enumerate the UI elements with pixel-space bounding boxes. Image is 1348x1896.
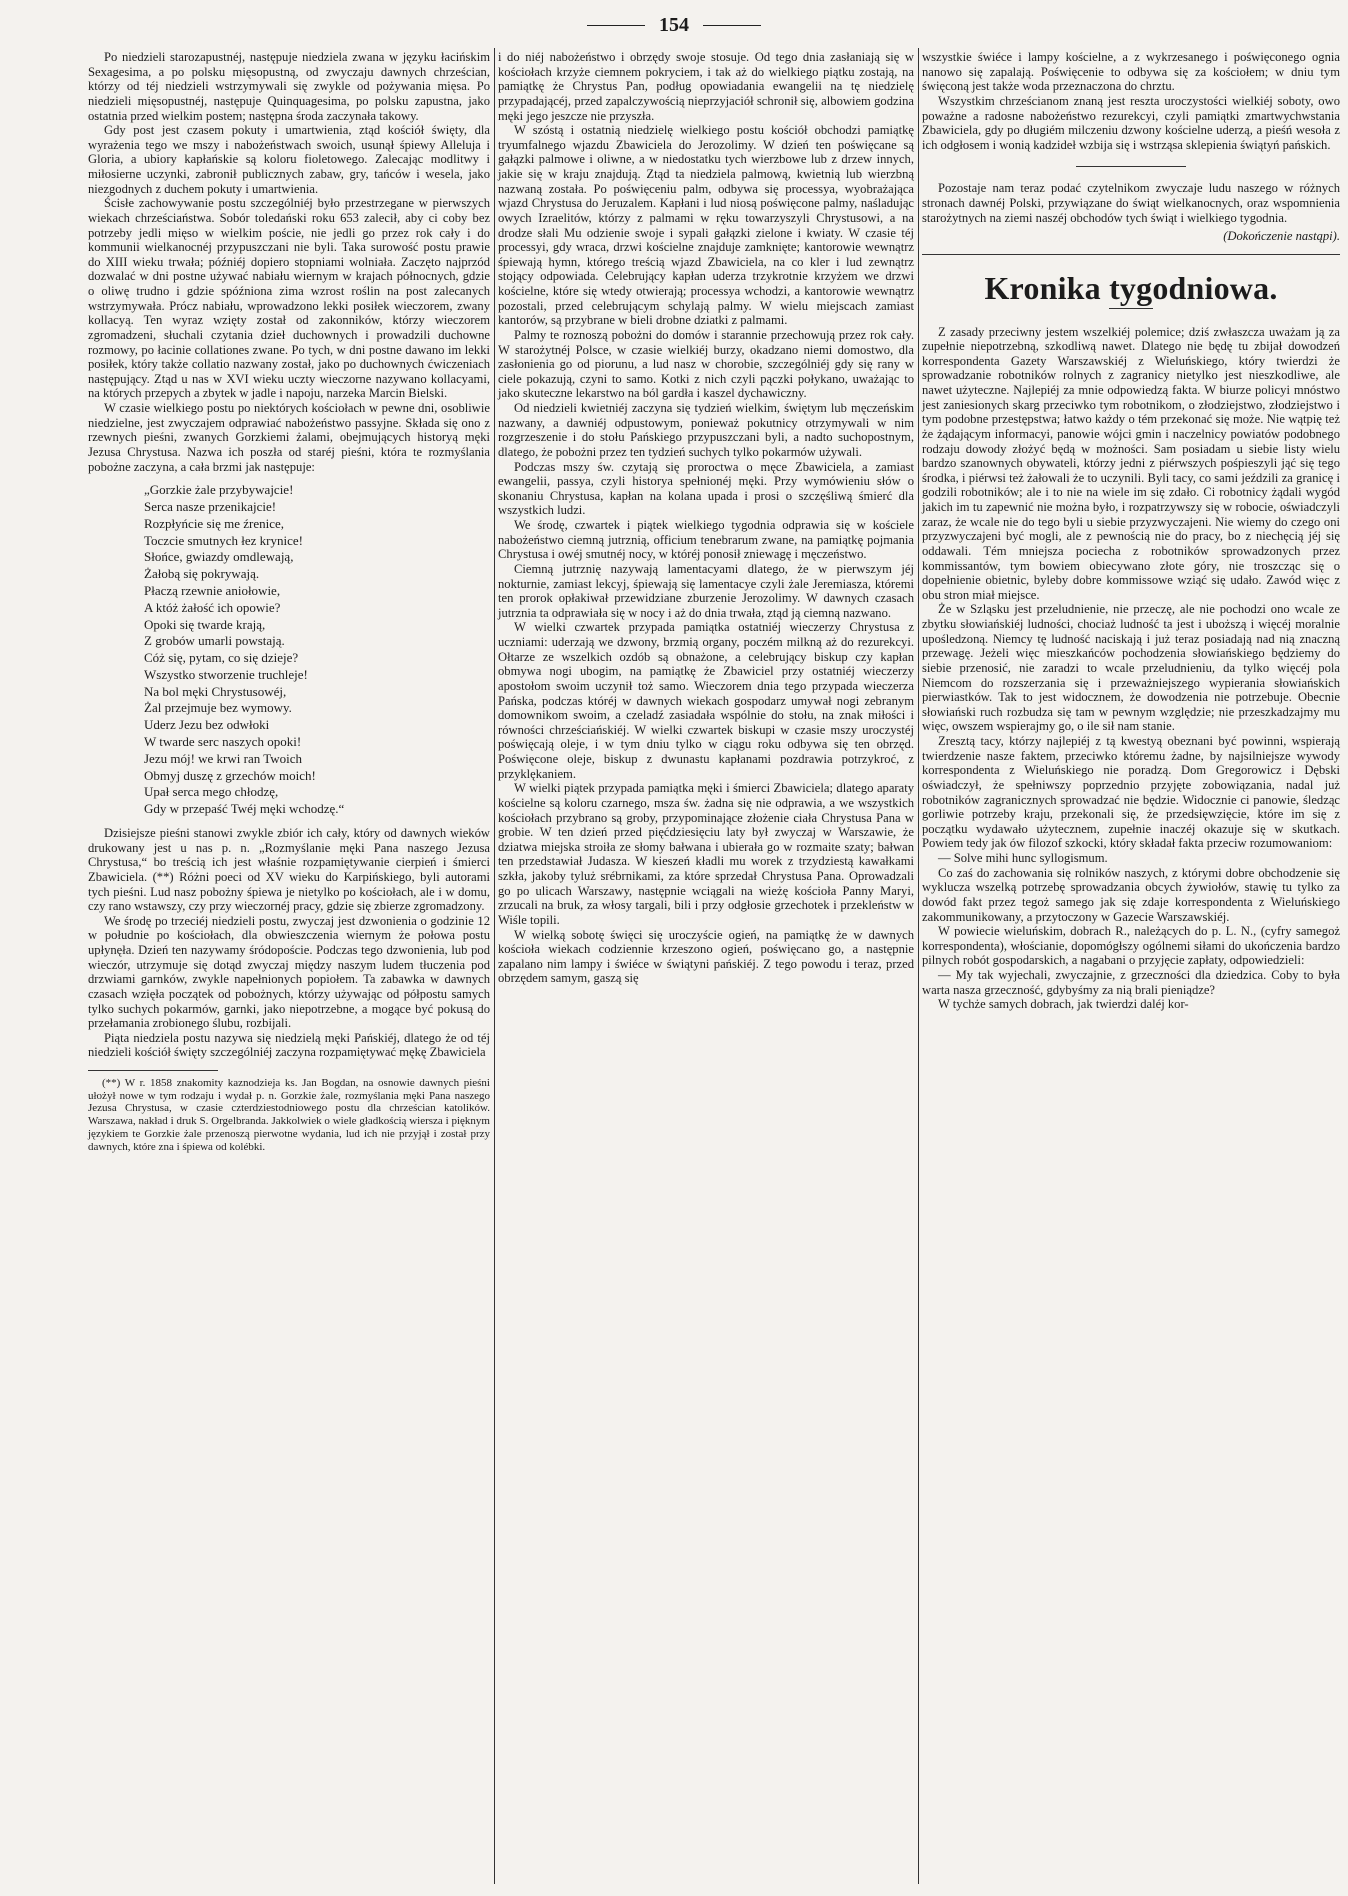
paragraph: W czasie wielkiego postu po niektórych kościołach w pewne dni, osobliwie niedzielne, jest zwyczajem odprawiać nabożeństwo passyjne. Składa się ono z rzewnych pieśni, zwanych Gorzkiemi żalami, obejmujących historyą męki Jezusa Chrystusa. Nazwa ich poszła od staréj pieśni, która te rozmyślania pobożne zaczyna, a cała brzmi jak następuje: (88, 401, 490, 474)
footnote (88, 1077, 490, 1153)
footnote-rule (88, 1070, 218, 1071)
paragraph: Że w Szląsku jest przeludnienie, nie przeczę, ale nie pochodzi ono wcale ze zbytku słowiańskiéj ludności, chociaż ludność ta jest i uboższą i więcéj moralnie upośledzoną. Niemcy tę ludność naciskają i już teraz posiadają nad nią znaczną przewagę. Jeżeli więc mieszkańców pochodzenia słowiańskiego będziemy do siebie przenosić, nie zaradzi to wcale przeludnieniu, da tylko więcéj pola Niemcom do rozszerzania się i przeważniejszego wypierania słowiańskich pierwiastków. Tak to jest widocznem, że dowodzenia nie potrzebuje. Obecnie słowiański ruch rozbudza się tam w pewnym względzie; nie przeszkadzajmy mu więc, owszem wspierajmy go, o ile sił nam stanie. (922, 602, 1340, 734)
poem-line: Żal przejmuje bez wymowy. (144, 700, 292, 716)
poem-line: Rozpłyńcie się me źrenice, (144, 515, 285, 531)
paragraph: W powiecie wieluńskim, dobrach R., należących do p. L. N., (cyfry samegoż korrespondenta), włościanie, dopomógłszy ogólnemi siłami do ukończenia bardzo pilnych robót gospodarskich, a nagabani o przyjęcie zapłaty, odpowiedzieli: (922, 924, 1340, 968)
paragraph: Ścisłe zachowywanie postu szczególniéj było przestrzegane w pierwszych wiekach chrześciaństwa. Sobór toledański roku 653 zalecił, aby ci coby bez potrzeby jedli mięso w wielkim poście, nie jedli go przez rok cały i do kommunii wielkanocnéj przypuszczani nie byli. Taka surowość postu prawie do XIII wieku trwała; późniéj dopiero stopniami wolniała. Zaczęto najprzód dozwalać w dni postne używać nabiału wiernym w krajach północnych, gdzie o oliwę trudno i gdzie spóźniona zima wzrost roślin na post zalecanych wstrzymywała. Prócz nabiału, wprowadzono lekki posiłek wieczorem, zwany kollacyą. Ten wyraz wzięty został od zakonników, którzy wieczorem zgromadzeni, słuchali czytania dzieł duchownych i prowadzili duchowne rozmowy, po łacinie collationes zwane. Po tych, w dni postne dawano im lekki posiłek, który także collatio nazwany został, jako po duchownych ćwiczeniach następujący. Ztąd u nas w XVI wieku uczty wieczorne nazywano kollacyami, na których przepych a zbytek w jadle i napoju, narzeka Marcin Bielski. (88, 196, 490, 401)
paragraph: Dzisiejsze pieśni stanowi zwykle zbiór ich cały, który od dawnych wieków drukowany jest u nas p. n. „Rozmyślanie męki Pana naszego Jezusa Chrystusa,“ bo treścią ich jest właśnie rozpamiętywanie cierpień i śmierci Zbawiciela. (**) Różni poeci od XV wieku do Karpińskiego, byli autorami tych pieśni. Lud nasz pobożny śpiewa je nietylko po kościołach, ale i w domu, czy rano wstawszy, czy przy wieczornéj pracy, gdzie się zbierze zgromadzony. (88, 826, 490, 914)
paragraph: wszystkie świéce i lampy kościelne, a z wykrzesanego i poświęconego ognia nanowo się zapalają. Poświęcenie to odbywa się za kościołem; w dniu tym święconą jest także woda przeznaczona do chrztu. (922, 50, 1340, 94)
footnote-text: (**) W r. 1858 znakomity kaznodzieja ks. Jan Bogdan, na osnowie dawnych pieśni ułożył nowe w tym rodzaju i wydał p. n. Gorzkie żale, rozmyślania męki Pana naszego Jezusa Chrystusa, w czasie czterdziestodniowego postu dla chrześcian katolików. Warszawa, nakład i druk S. Orgelbranda. Jakkolwiek o wiele gładkością wiersza i pięknym językiem te Gorzkie żale przenoszą pierwotne wydania, lud ich nie przyjął i został przy dawnych, które zna i śpiewa od kolébki. (88, 1077, 490, 1153)
paragraph: We środę, czwartek i piątek wielkiego tygodnia odprawia się w kościele nabożeństwo ciemną jutrznią, officium tenebrarum zwane, na pamiątkę pojmania Chrystusa i owéj smutnéj nocy, w któréj ponosił zniewagę i męczeństwo. (498, 518, 914, 562)
section-rule (922, 254, 1340, 255)
poem-line: Opoki się twarde krają, (144, 616, 266, 632)
paragraph: Wszystkim chrześcianom znaną jest reszta uroczystości wielkiéj soboty, owo poważne a radosne nabożeństwo rezurekcyi, czyli pamiątki zmartwychwstania Zbawiciela, gdy po długiém milczeniu dzwony kościelne uderzą, a pieśń wesoła z ich odgłosem i wonią kadzideł wzbija się i wstrząsa sklepienia świątyń pańskich. (922, 93, 1340, 152)
poem-line: Cóż się, pytam, co się dzieje? (144, 650, 299, 666)
paragraph: i do niéj nabożeństwo i obrzędy swoje stosuje. Od tego dnia zasłaniają się w kościołach krzyże ciemnem pokryciem, i tak aż do wielkiego piątku zostają, na pamiątkę że Chrystus Pan, podług opowiadania ewangelii na tę niedzielę przypadającéj, przed zapalczywością nieprzyjaciół schronił się, albowiem godzina męki jego jeszcze nie przyszła. (498, 50, 914, 123)
paragraph: Ciemną jutrznię nazywają lamentacyami dlatego, że w pierwszym jéj nokturnie, zamiast lekcyj, śpiewają się lamentacye czyli żale Jeremiasza, któremi ten prorok opłakiwał przewidziane zburzenie Jerozolimy. W dawnych czasach jutrznia ta odprawiała się w nocy i aż do dnia trwała, ztąd ją ciemną nazwano. (498, 561, 914, 620)
paragraph: Zresztą tacy, którzy najlepiéj z tą kwestyą obeznani być powinni, wspierają twierdzenie nasze faktem, przeciwko któremu żadne, by najsilniejsze wywody korrespondenta z Wieluńskiego nie poradzą. Dom Gregorowicz i Dębski oświadczył, że spełniwszy poprzednio przyjęte zobowiązania, nadal już robotników zagranicznych sprowadzać nie będzie. Widocznie ci panowie, śledząc gorliwie potrzeby kraju, przekonali się, że przedsięwzięcie, które im się z początku wydawało użytecznem, zupełnie inaczéj okazuje się w skutkach. Powiem tedy jak ów filozof szkocki, który składał fakta przeciw rozumowaniom: (922, 734, 1340, 851)
paragraph: Gdy post jest czasem pokuty i umartwienia, ztąd kościół święty, dla wyrażenia tego we mszy i nabożeństwach swoich, usunął śpiewy Alleluja i Gloria, a ubiory kapłańskie są koloru fioletowego. Zalecając modlitwy i miłosierne uczynki, zabronił publicznych zabaw, gry, tańców i wesela, jako niezgodnych z duchem pokuty i umartwienia. (88, 123, 490, 196)
continuation-note: (Dokończenie nastąpi). (1223, 229, 1340, 244)
paragraph: We środę po trzeciéj niedzieli postu, zwyczaj jest dzwonienia o godzinie 12 w południe po kościołach, dla obwieszczenia wiernym że połowa postu upłynęła. Dzień ten nazywamy śródopoście. Podczas tego dzwonienia, lub pod wieczór, utrzymuje się dotąd zwyczaj między naszym ludem tłuczenia pod drzwiami garnków, zwykle napełnionych popiołem. Ta zabawka w dawnych czasach wzięła początek od pobożnych, którzy używając od półpostu samych tylko suchych pokarmów, garnki, jako niepotrzebne, a mogące być pokusą do przełamania zrobionego ślubu, rozbijali. (88, 913, 490, 1031)
poem-line: Wszystko stworzenie truchleje! (144, 666, 308, 682)
column-2 (498, 50, 914, 986)
paragraph: Palmy te roznoszą pobożni do domów i starannie przechowują przez rok cały. W starożytnéj Polsce, w czasie wielkiéj burzy, okadzano niemi domostwo, dla zasłonienia go od piorunu, a lud nasz w chorobie, szczególniéj gdy się rany w ciele pokazują, czyni to samo. Kotki z nich czyli pączki połykano, uważając to jako skuteczne lekarstwo na ból gardła i kaszel dychawiczny. (498, 327, 914, 401)
poem-line: Gdy w przepaść Twéj męki wchodzę.“ (144, 801, 345, 817)
paragraph: Piąta niedziela postu nazywa się niedzielą męki Pańskiéj, dlatego że od téj niedzieli kościół święty szczególniéj zaczyna rozpamiętywać mękę Zbawiciela (88, 1030, 490, 1060)
paragraph: W szóstą i ostatnią niedzielę wielkiego postu kościół obchodzi pamiątkę tryumfalnego wjazdu Zbawiciela do Jerozolimy. W dzień ten poświęcane są gałązki palmowe i oliwne, a w niedostatku tych wierzbowe lub z drzew innych, jakie się w kraju znajdują. Ztąd ta niedziela palmową, kwietnią lub wierzbną nazwaną została. Po poświęceniu palm, odbywa się processya, wyobrażająca wjazd Chrystusa do Jeruzalem. Kapłani i lud niosą poświęcone palmy, naśladując owych Izraelitów, którzy z palmami w ręku towarzyszyli Chrystusowi, a na drodze słali Mu odzienie swoje i sypali gałązki zielone i kwiaty. W czasie téj processyi, gdy wraca, drzwi kościelne znajduje zamknięte; kantorowie wewnątrz śpiewają hymn, którego treścią wjazd Zbawiciela, na co kler i lud zewnątrz stojący odpowiada. Celebrujący kapłan uderza trzykrotnie krzyżem we drzwi kościelne, które się wtedy otwierają; processya wchodzi, a kantorowie wewnątrz pozostali, przed celebrującym schylają palmy. W wielu miejscach zamiast kantorów, są przybrane w bieli drobne dziatki z palmami. (498, 123, 914, 328)
column-3 (922, 50, 1340, 1012)
poem-line: Na bol męki Chrystusowéj, (144, 683, 287, 699)
paragraph: W tychże samych dobrach, jak twierdzi daléj kor- (938, 997, 1189, 1012)
poem-line: Serca nasze przenikajcie! (144, 498, 277, 514)
paragraph: Co zaś do zachowania się rolników naszych, z którymi dobre obchodzenie się wyklucza wszelką potrzebę sprowadzania obcych żywiołów, stawię tu tylko za dowód fakt przez tegoż samego jak się zdaje korrespondenta z Wieluńskiego zakommunikowany, a przytoczony w Gazecie Warszawskiéj. (922, 865, 1340, 924)
section-divider (1076, 166, 1186, 167)
poem-line: Z grobów umarli powstają. (144, 633, 285, 649)
title-rule (1109, 308, 1153, 309)
paragraph: Z zasady przeciwny jestem wszelkiéj polemice; dziś zwłaszcza uważam ją za zupełnie niepotrzebną, szkodliwą nawet. Dlatego nie będę tu zbijał dowodzeń korrespondenta Gazety Warszawskiéj z Wieluńskiego, który twierdzi że sprowadzanie robotników rolnych z zagranicy nietylko jest nieszkodliwe, ale nawet użyteczne. Najlepiéj za mnie odpowiedzą fakta. W biurze policyi mnóstwo jest zaniesionych skarg przeciwko tym robotnikom, o złodziejstwo, złodziejstwo i tym podobne przestępstwa; łatwo każdy o tém przekonać się może. Nie wątpię też że żądającym informacyi, panowie wójci gmin i naczelnicy powiatów podobnego rodzaju dowody złożyć będą w możności. Sam posiadam u siebie listy wielu bardzo szanownych obywateli, którzy jedni z piérwszych pośpieszyli jąć się tego środka, i piérwsi też żałowali że to uczynili. Byli tacy, co sami jeździli za granicę i godzili robotników; ale i to nie na wiele im się zdało. Ci robotnicy żądali wygód jakich im tu zapewnić nie można było, i rozpatrzywszy się w robocie, oświadczyli zaraz, że wcale nie do tego byli u siebie przyzwyczajeni. Nie wiemy do czego oni przyzwyczajeni być mogli, ale z pewnością nie do pracy, bo z niechęcią jéj się oddawali. Tém mniejsza pociecha z robotników sprowadzonych przez kommissantów, tym bowiem obiecywano złote góry, nie troszcząc się o dopełnienie obietnic, byleby dobre kommissowe wziąć się udało. Zawód więc z obu stron miał miejsce. (922, 324, 1340, 602)
poem-line: Upał serca mego chłodzę, (144, 784, 279, 800)
poem-line: W twarde serc naszych opoki! (144, 734, 302, 750)
column-divider-2 (918, 48, 919, 1884)
paragraph: Pozostaje nam teraz podać czytelnikom zwyczaje ludu naszego w różnych stronach dawnéj Polski, przywiązane do świąt wielkanocnych, oraz wspomnienia starożytnych na ziemi naszéj obchodów tych świąt i wielkiego tygodnia. (922, 181, 1340, 225)
poem-line: Płaczą rzewnie aniołowie, (144, 582, 281, 598)
poem-line: Słońce, gwiazdy omdlewają, (144, 549, 294, 565)
poem-line: Uderz Jezu bez odwłoki (144, 717, 270, 733)
section-title: Kronika tygodniowa. (984, 269, 1278, 306)
paragraph: Od niedzieli kwietniéj zaczyna się tydzień wielkim, świętym lub męczeńskim nazwany, a dawniéj odpustowym, ponieważ pokutnicy otrzymywali w nim rozgrzeszenie i do stołu Pańskiego przypuszczani byli, a nadto suchopostnym, dlatego, że pobożni przez ten tydzień suchych tylko pokarmów używali. (498, 401, 914, 459)
poem-line: Toczcie smutnych łez krynice! (144, 532, 303, 548)
poem-line: „Gorzkie żale przybywajcie! (144, 482, 294, 498)
poem (144, 482, 490, 818)
page-header (0, 12, 1348, 38)
poem-line: Obmyj duszę z grzechów moich! (144, 767, 316, 783)
poem-line: A któż żałość ich opowie? (144, 599, 281, 615)
header-rule-left (587, 25, 645, 26)
paragraph: Po niedzieli starozapustnéj, następuje niedziela zwana w języku łacińskim Sexagesima, a po polsku mięsopustną, od zwyczaju dawnych chrześcian, którzy od téj niedzieli wstrzymywali się zwykle od pożywania mięsa. Po niedzieli mięsopustnéj, następuje Quinquagesima, po polsku zapustna, jako ostatnia przed wielkim postem; następna środa zaczynała takowy. (88, 50, 490, 123)
header-rule-right (703, 25, 761, 26)
paragraph: W wielki piątek przypada pamiątka męki i śmierci Zbawiciela; dlatego aparaty kościelne są koloru czarnego, msza św. żadna się nie odprawia, a we wszystkich kościołach przybrano są groby, przypominające złożenie ciała Chrystusa Pana w grobie. W ten dzień przed pięćdziesięciu laty był zwyczaj w Warszawie, że dziatwa miejska stroiła ze słomy bałwana i ubierała go w rozmaite szaty; bałwan ten przedstawiał Judasza. W kieszeń kładli mu worek z trzydziestą kawałkami szkła, jakoby tyluż srébrnikami, za które sprzedał Chrystusa Pana. Oprowadzali go po ulicach Warszawy, następnie wciągali na wieżę kościoła Panny Maryi, zrzucali na bruk, za włosy targali, bili i przy odgłosie grzechotek i przekleństw w Wiśle topili. (498, 781, 914, 927)
paragraph: W wielką sobotę święci się uroczyście ogień, na pamiątkę że w dawnych kościoła wiekach codziennie krzeszono ogień, poświęcano go, a następnie zapalano nim lampy i świéce w świątyni pańskiéj. Z tego powodu i teraz, przed obrzędem samym, gaszą się (498, 927, 914, 986)
paragraph: — My tak wyjechali, zwyczajnie, z grzeczności dla dziedzica. Coby to była warta nasza grzeczność, gdybyśmy za nią brali pieniądze? (922, 968, 1340, 997)
paragraph: Podczas mszy św. czytają się proroctwa o męce Zbawiciela, a zamiast ewangelii, passya, czyli historya spełnionéj męki. Przy wymówieniu słów o skonaniu Chrystusa, kapłan na kolana upada i prosi o szczęśliwą śmierć dla wszystkich ludzi. (498, 459, 914, 518)
poem-line: Jezu mój! we krwi ran Twoich (144, 750, 303, 766)
column-1 (88, 50, 490, 1153)
column-divider-1 (494, 48, 495, 1884)
page-number: 154 (659, 13, 689, 36)
poem-line: Żałobą się pokrywają. (144, 566, 260, 582)
paragraph: — Solve mihi hunc syllogismum. (938, 851, 1108, 865)
paragraph: W wielki czwartek przypada pamiątka ostatniéj wieczerzy Chrystusa z uczniami: uderzają we dzwony, brzmią organy, poczém milkną aż do rezurekcyi. Ołtarze ze wszelkich ozdób są obnażone, a celebrujący biskup czy kapłan obmywa nogi ubogim, na pamiątkę że Zbawiciel przy ostatniéj wieczerzy apostołom swoim uczynił toż samo. Wieczorem dnia tego przypada wieczerza Pańska, podczas któréj w dawnych wiekach gospodarz umywał nogi zebranym domownikom swoim, a czeladź zasiadała wspólnie do stołu, na znak miłości i równości chrześciańskiéj. W wielki czwartek biskupi w czasie mszy uroczystéj poświęcają oleje, i w tym dniu tylko w ciągu roku odbywa się ten obrzęd. Poświęcone oleje, biskup z dwunastu kapłanami pozdrawia potrzykroć, z przyklękaniem. (498, 620, 914, 781)
